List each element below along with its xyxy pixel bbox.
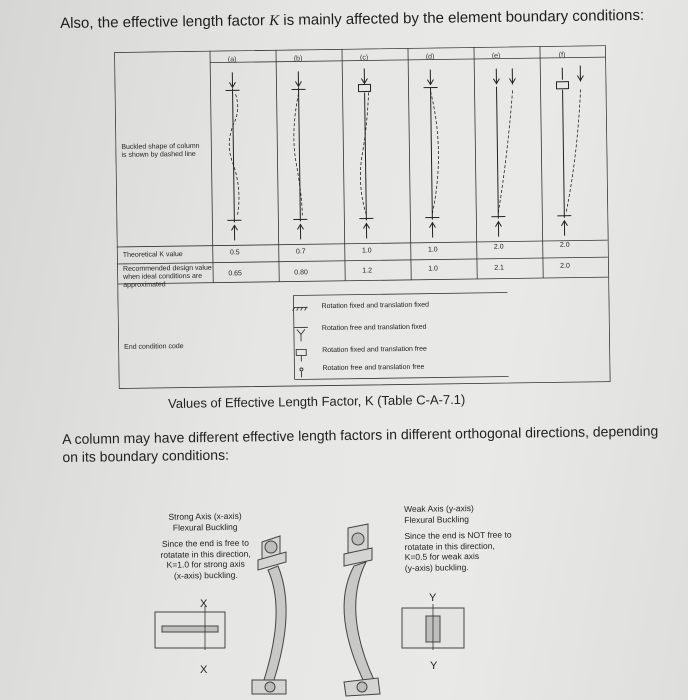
orthogonal-directions-paragraph: A column may have different effective length factors in different orthogonal directions, depending on its boundary conditions: — [62, 422, 659, 465]
legend-fixed-free: Rotation fixed and translation free — [322, 345, 427, 355]
strong-axis-title-2: Flexural Buckling — [172, 521, 238, 533]
theoretical-k-label: Theoretical K value — [122, 251, 183, 259]
recommended-value-c: 1.2 — [362, 267, 372, 275]
free-fixed-symbol — [294, 327, 308, 341]
legend-fixed-fixed: Rotation fixed and translation fixed — [321, 301, 430, 311]
column-header-c: (c) — [359, 54, 369, 62]
strong-axis-title-1: Strong Axis (x-axis) — [168, 510, 242, 522]
theoretical-value-c: 1.0 — [361, 247, 372, 255]
weak-axis-desc-3: K=0.5 for weak axis — [404, 550, 480, 562]
recommended-value-e: 2.1 — [494, 264, 504, 272]
column-c-diagram — [357, 68, 373, 238]
theoretical-value-f: 2.0 — [559, 241, 570, 249]
effective-length-table — [114, 45, 611, 390]
column-header-a: (a) — [227, 56, 237, 64]
weak-axis-title-1: Weak Axis (y-axis) — [404, 503, 474, 514]
theoretical-value-d: 1.0 — [427, 246, 438, 254]
column-a-diagram — [225, 72, 241, 240]
recommended-value-f: 2.0 — [560, 262, 570, 270]
weak-axis-desc-1: Since the end is NOT free to — [404, 529, 512, 541]
table-drawing — [114, 45, 611, 390]
intro-text — [60, 6, 660, 34]
intro-text-after: is mainly affected by the element boundary conditions: — [279, 6, 645, 29]
recommended-value-a: 0.65 — [228, 270, 242, 278]
column-header-e: (e) — [491, 52, 501, 60]
recommended-value-b: 0.80 — [294, 269, 308, 277]
buckled-shape-label: Buckled shape of column is shown by dashed line — [121, 142, 200, 159]
legend-free-free: Rotation free and translation free — [322, 363, 425, 373]
column-header-f: (f) — [558, 51, 566, 59]
table-caption: Values of Effective Length Factor, K (Table C-A-7.1) — [168, 391, 466, 411]
weak-axis-desc-2: rotatate in this direction, — [404, 540, 495, 552]
column-e-diagram — [489, 68, 517, 236]
strong-axis-desc-2: rotatate in this direction, — [160, 548, 251, 560]
intro-text-before: Also, the effective length factor — [60, 12, 270, 32]
recommended-value-d: 1.0 — [428, 265, 438, 273]
column-illustration — [140, 500, 520, 700]
strong-axis-desc-4: (x-axis) buckling. — [173, 569, 238, 581]
theoretical-value-b: 0.7 — [295, 248, 306, 256]
y-axis-top-label: Y — [429, 592, 437, 604]
strong-axis-desc-3: K=1.0 for strong axis — [166, 558, 245, 570]
column-header-b: (b) — [293, 55, 303, 63]
weak-axis-title-2: Flexural Buckling — [404, 513, 470, 525]
k-symbol: K — [269, 12, 280, 30]
legend-free-fixed: Rotation free and translation fixed — [321, 323, 427, 333]
theoretical-value-a: 0.5 — [229, 249, 240, 257]
column-header-d: (d) — [425, 53, 435, 61]
strong-axis-section — [155, 612, 225, 648]
strong-axis-desc-1: Since the end is free to — [161, 537, 249, 549]
theoretical-value-e: 2.0 — [493, 243, 504, 251]
column-b-diagram — [291, 71, 307, 239]
end-condition-label: End condition code — [124, 343, 184, 351]
fixed-free-symbol — [296, 349, 306, 361]
weak-axis-column — [344, 524, 380, 696]
recommended-value-label: Recommended design value when ideal conditions are approximated — [122, 264, 212, 289]
free-free-symbol — [300, 368, 303, 378]
x-axis-top-label: X — [200, 598, 208, 610]
y-axis-bottom-label: Y — [430, 660, 438, 672]
x-axis-bottom-label: X — [200, 664, 208, 676]
column-f-diagram — [555, 65, 585, 235]
strong-axis-column — [252, 536, 286, 694]
weak-axis-desc-4: (y-axis) buckling. — [404, 561, 469, 573]
column-d-diagram — [423, 69, 439, 237]
fixed-fixed-symbol — [293, 307, 308, 310]
